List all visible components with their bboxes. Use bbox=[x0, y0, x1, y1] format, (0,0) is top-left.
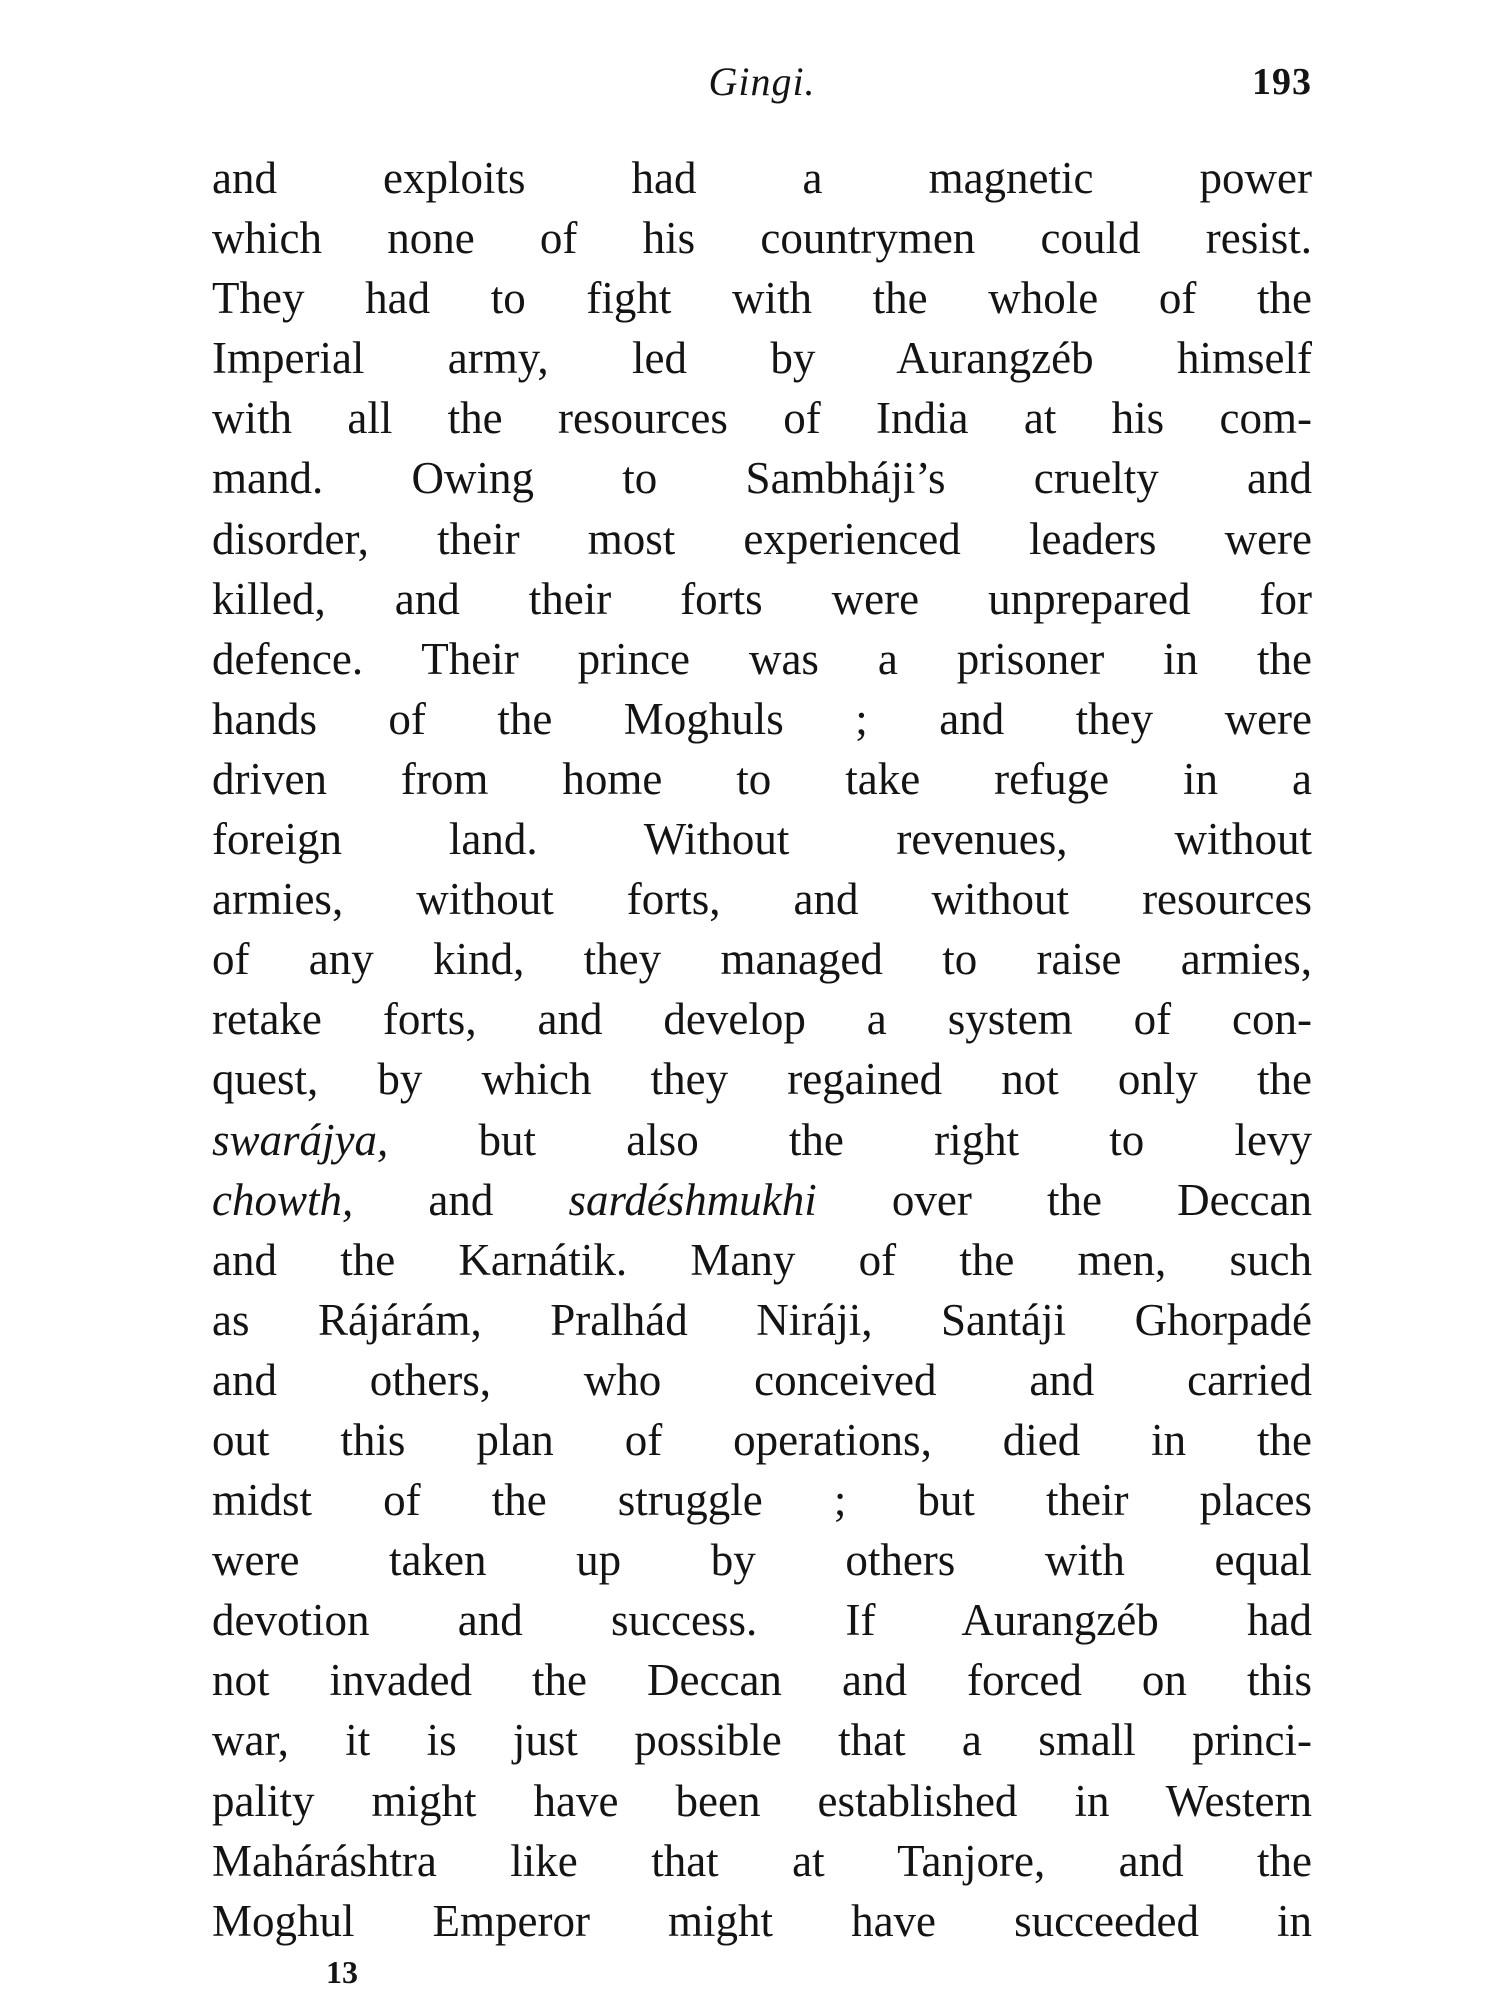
text-line: were taken up by others with equal bbox=[212, 1535, 1312, 1586]
text-line: driven from home to take refuge in a bbox=[212, 753, 1312, 804]
text-line: hands of the Moghuls ; and they were bbox=[212, 693, 1312, 744]
signature-mark: 13 bbox=[326, 1954, 358, 1990]
text-line: They had to fight with the whole of the bbox=[212, 273, 1312, 324]
text-line: Maháráshtra like that at Tanjore, and the bbox=[212, 1835, 1312, 1886]
text-line: midst of the struggle ; but their places bbox=[212, 1475, 1312, 1526]
text-line: as Rájárám, Pralhád Niráji, Santáji Ghorpadé bbox=[212, 1294, 1312, 1345]
text-line: not invaded the Deccan and forced on this bbox=[212, 1655, 1312, 1706]
text-run: but also the right to levy bbox=[388, 1114, 1312, 1165]
italic-term: sardéshmukhi bbox=[568, 1174, 817, 1225]
italic-term: swarájya, bbox=[212, 1114, 389, 1165]
text-line bbox=[212, 1110, 1312, 1170]
running-head bbox=[212, 52, 1312, 112]
text-line: Moghul Emperor might have succeeded in bbox=[212, 1895, 1312, 1946]
text-line: pality might have been established in Western bbox=[212, 1775, 1312, 1826]
text-line: armies, without forts, and without resources bbox=[212, 874, 1312, 925]
text-line: and others, who conceived and carried bbox=[212, 1354, 1312, 1405]
text-line: out this plan of operations, died in the bbox=[212, 1414, 1312, 1465]
text-run: and bbox=[353, 1174, 569, 1225]
body-text bbox=[212, 148, 1312, 1951]
text-line: Imperial army, led by Aurangzéb himself bbox=[212, 333, 1312, 384]
text-line bbox=[212, 1170, 1312, 1230]
running-title: Gingi. bbox=[708, 59, 816, 104]
text-line: and the Karnátik. Many of the men, such bbox=[212, 1234, 1312, 1285]
text-line: retake forts, and develop a system of con- bbox=[212, 994, 1312, 1045]
text-line: which none of his countrymen could resist. bbox=[212, 213, 1312, 264]
text-line: disorder, their most experienced leaders were bbox=[212, 513, 1312, 564]
text-line: killed, and their forts were unprepared for bbox=[212, 573, 1312, 624]
text-line: devotion and success. If Aurangzéb had bbox=[212, 1595, 1312, 1646]
page-number: 193 bbox=[1252, 61, 1312, 103]
text-line: with all the resources of India at his com- bbox=[212, 393, 1312, 444]
text-line: foreign land. Without revenues, without bbox=[212, 814, 1312, 865]
text-run: over the Deccan bbox=[816, 1174, 1312, 1225]
text-line: and exploits had a magnetic power bbox=[212, 153, 1312, 203]
text-line: defence. Their prince was a prisoner in the bbox=[212, 633, 1312, 684]
text-line: of any kind, they managed to raise armies, bbox=[212, 934, 1312, 985]
italic-term: chowth, bbox=[212, 1174, 354, 1225]
text-line: war, it is just possible that a small princi- bbox=[212, 1715, 1312, 1766]
text-line: mand. Owing to Sambháji’s cruelty and bbox=[212, 453, 1312, 504]
text-line: quest, by which they regained not only the bbox=[212, 1054, 1312, 1105]
